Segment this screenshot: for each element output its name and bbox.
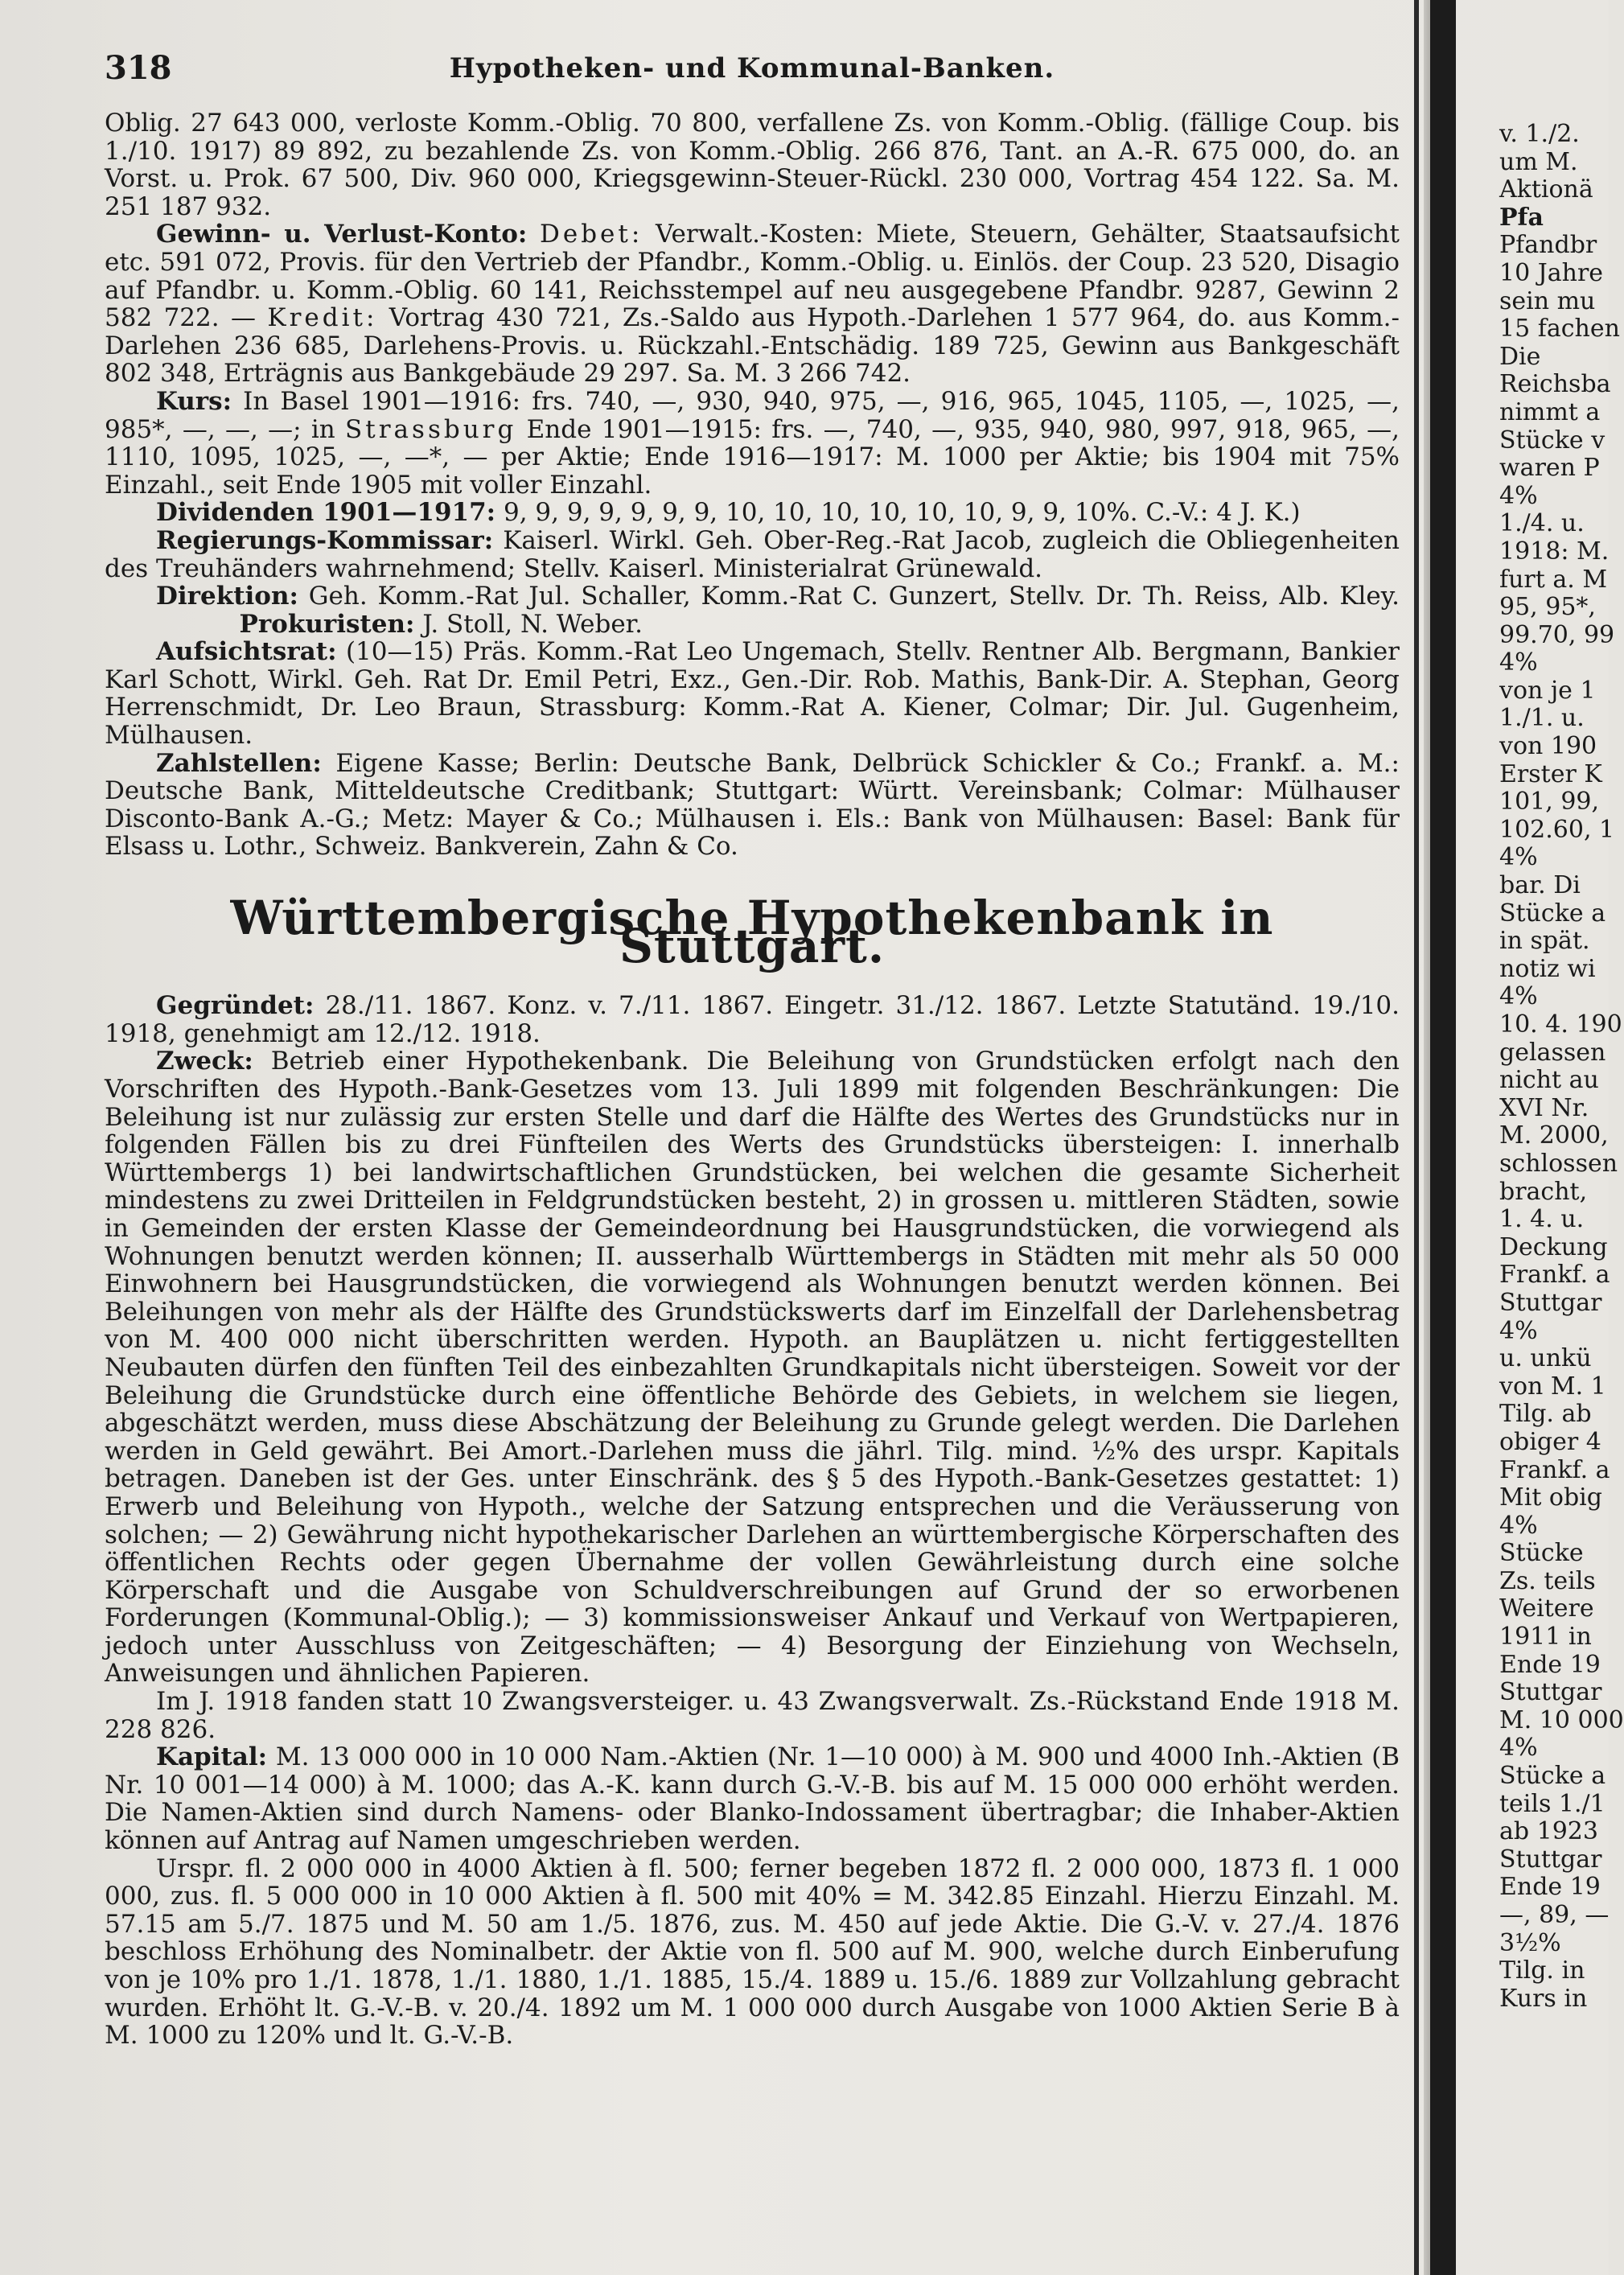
zweck-text: Betrieb einer Hypothekenbank. Die Beleihung von Grundstücken erfolgt nach den Vorschriften des Hypoth.-Bank-Gesetzes vom 13. Juli 1899 mit folgenden Beschränkungen: Die Beleihung ist nur zulässig zur ersten Stelle und darf die Hälfte des Wertes des Grundstücks nur in folgenden Fällen bis zu drei Fünfteilen des Werts des Grundstücks übersteigen: I. innerhalb Württembergs 1) bei landwirtschaftlichen Grundstücken, bei welchen die gesamte Sicherheit mindestens zu zwei Dritteilen in Feldgrundstücken besteht, 2) in grossen u. mittleren Städten, sowie in Gemeinden der ersten Klasse der Gemeindeordnung bei Hausgrundstücken, die vorwiegend als Wohnungen benutzt werden können; II. ausserhalb Württembergs in Städten mit mehr als 50 000 Einwohnern bei Hausgrundstücken, die vorwiegend als Wohnungen benutzt werden können. Bei Beleihungen von mehr als der Hälfte des Grundstückswerts darf im Einzelfall der Darlehensbetrag von M. 400 000 nicht überschritten werden. Hypoth. an Bauplätzen u. nicht fertiggestellten Neubauten dürfen den fünften Teil des einbezahlten Grundkapitals nicht übersteigen. Soweit vor der Beleihung die Grundstücke durch eine öffentliche Behörde des Gebiets, in welchem sie liegen, abgeschätzt werden, muss diese Abschätzung der Beleihung zu Grunde gelegt werden. Die Darlehen werden in Geld gewährt. Bei Amort.-Darlehen muss die jährl. Tilg. mind. ½% des urspr. Kapitals betragen. Daneben ist der Ges. unter Einschränk. des § 5 des Hypoth.-Bank-Gesetzes gestattet: 1) Erwerb und Beleihung von Hypoth., welche der Satzung entsprechen und die Veräusserung von solchen; — 2) Gewährung nicht hypothekarischer Darlehen an württembergische Körperschaften des öffentlichen Rechts oder gegen Übernahme der vollen Gewährleistung durch eine solche Körperschaft und die Ausgabe von Schuldverschreibungen auf Grund der so erworbenen Forderungen (Kommunal-Oblig.); — 3) kommissionsweiser Ankauf und Verkauf von Wertpapieren, jedoch unter Ausschluss von Zeitgeschäften; — 4) Besorgung der Einziehung von Wechseln, Anweisungen und ähnlichen Papieren. xyxy=(105,1047,1400,1689)
facing-page-line: Ende 19 xyxy=(1499,1873,1601,1902)
facing-page-fragment xyxy=(1499,120,1624,2013)
zweck-paragraph xyxy=(105,1047,1400,1688)
urspr-text: Urspr. fl. 2 000 000 in 4000 Aktien à fl. 500; ferner begeben 1872 fl. 2 000 000, 1873 fl. 1 000 000, zus. fl. 5 000 000 in 10 000 Aktien à fl. 500 mit 40% = M. 342.85 Einzahl. Hierzu Einzahl. M. 57.15 am 5./7. 1875 und M. 50 am 1./5. 1876, zus. M. 450 auf jede Aktie. Die G.-V. v. 27./4. 1876 beschloss Erhöhung des Nominalbetr. der Aktie von fl. 500 auf M. 900, welche durch Einberufung von je 10% pro 1./1. 1878, 1./1. 1880, 1./1. 1885, 15./4. 1889 u. 15./6. 1889 zur Vollzahlung gebracht wurden. Erhöht lt. G.-V.-B. v. 20./4. 1892 um M. 1 000 000 durch Ausgabe von 1000 Aktien Serie B à M. 1000 zu 120% und lt. G.-V.-B. xyxy=(105,1853,1400,2051)
facing-page-line: Stuttgar xyxy=(1499,1845,1602,1874)
facing-page-line: u. unkü xyxy=(1499,1344,1592,1373)
facing-page-line: 15 fachen xyxy=(1499,315,1620,344)
facing-page-line: 102.60, 1 xyxy=(1499,815,1615,844)
aufsichtsrat-label: Aufsichtsrat: xyxy=(156,637,337,667)
kapital-text: M. 13 000 000 in 10 000 Nam.-Aktien (Nr. 1—10 000) à M. 900 und 4000 Inh.-Aktien (B Nr. 10 001—14 000) à M. 1000; das A.-K. kann durch G.-V.-B. bis auf M. 15 000 000 erhöht werden. Die Namen-Aktien sind durch Namens- oder Blanko-Indossament übertragbar; die Inhaber-Aktien können auf Antrag auf Namen umgeschrieben werden. xyxy=(105,1742,1400,1856)
facing-page-line: M. 10 000 xyxy=(1499,1705,1624,1734)
facing-page-line: Kurs in xyxy=(1499,1984,1588,2013)
facing-page-line: 1./1. u. xyxy=(1499,704,1585,733)
prokuristen-label: Prokuristen: xyxy=(239,609,415,639)
facing-page-line: 1911 in xyxy=(1499,1623,1592,1652)
zahlstellen-label: Zahlstellen: xyxy=(156,748,322,778)
facing-page-line: 99.70, 99 xyxy=(1499,620,1615,649)
direktion-label: Direktion: xyxy=(156,582,298,611)
aufsichtsrat-paragraph xyxy=(105,638,1400,749)
facing-page-line: obiger 4 xyxy=(1499,1427,1601,1456)
zahlstellen-text: Eigene Kasse; Berlin: Deutsche Bank, Delbrück Schickler & Co.; Frankf. a. M.: Deutsche Bank, Mitteldeutsche Creditbank; Stuttgart: Württ. Vereinsbank; Colmar: Mülhauser Disconto-Bank A.-G.; Metz: Mayer & Co.; Mülhausen i. Els.: Bank von Mülhausen: Basel: Bank für Elsass u. Lothr., Schweiz. Bankverein, Zahn & Co. xyxy=(105,748,1400,862)
oblig-paragraph xyxy=(105,109,1400,220)
facing-page-line: Deckung xyxy=(1499,1232,1608,1261)
regierungs-kommissar-label: Regierungs-Kommissar: xyxy=(156,525,494,555)
dividenden-label: Dividenden 1901—1917: xyxy=(156,498,496,528)
facing-page-line: Frankf. a xyxy=(1499,1261,1610,1290)
kurs-text-basel: In Basel 1901—1916: frs. 740, —, 930, 940, 975, —, 916, 965, 1045, 1105, —, 1025, —, 985*, —, —, —; in xyxy=(105,386,1400,444)
facing-page-line: Tilg. ab xyxy=(1499,1400,1592,1429)
facing-page-line: 4% xyxy=(1499,481,1538,510)
facing-page-line: 10 Jahre xyxy=(1499,258,1604,287)
facing-page-line: 4% xyxy=(1499,1734,1538,1763)
facing-page-line: von 190 xyxy=(1499,732,1597,761)
facing-page-line: 1918: M. xyxy=(1499,537,1610,566)
page-number: 318 xyxy=(105,49,172,87)
facing-page-line: teils 1./1 xyxy=(1499,1789,1605,1818)
facing-page-line: —, 89, — xyxy=(1499,1901,1610,1929)
guv-text-kredit: Vortrag 430 721, Zs.-Saldo aus Hypoth.-Darlehen 1 577 964, do. aus Komm.-Darlehen 236 685, Darlehens-Provis. u. Rückzahl.-Entschädig. 189 725, Gewinn aus Bankgeschäft 802 348, Erträgnis aus Bankgebäude 29 297. Sa. M. 3 266 742. xyxy=(105,303,1400,389)
facing-page-line: 3½% xyxy=(1499,1928,1561,1957)
facing-page-line: 95, 95*, xyxy=(1499,593,1596,622)
kapital-paragraph xyxy=(105,1743,1400,1854)
facing-page-line: schlossen xyxy=(1499,1149,1618,1178)
facing-page-line: Die xyxy=(1499,342,1541,371)
facing-page-line: 4% xyxy=(1499,1511,1538,1540)
facing-page-line: in spät. xyxy=(1499,927,1590,956)
prokuristen-text: J. Stoll, N. Weber. xyxy=(422,609,643,639)
facing-page-line: nimmt a xyxy=(1499,397,1601,426)
gegruendet-text: 28./11. 1867. Konz. v. 7./11. 1867. Eingetr. 31./12. 1867. Letzte Statutänd. 19./10. 1918, genehmigt am 12./12. 1918. xyxy=(105,991,1400,1048)
facing-page-line: Ende 19 xyxy=(1499,1650,1601,1679)
dividenden-text: 9, 9, 9, 9, 9, 9, 9, 10, 10, 10, 10, 10, 10, 9, 9, 10%. C.-V.: 4 J. K.) xyxy=(503,498,1301,528)
facing-page-line: M. 2000, xyxy=(1499,1121,1609,1150)
gutter-shadow xyxy=(1430,0,1456,2275)
aufsichtsrat-text: (10—15) Präs. Komm.-Rat Leo Ungemach, Stellv. Rentner Alb. Bergmann, Bankier Karl Schott, Wirkl. Geh. Rat Dr. Emil Petri, Exz., Gen.-Dir. Rob. Mathis, Bank-Dir. A. Stephan, Georg Herrenschmidt, Dr. Leo Braun, Strassburg: Komm.-Rat A. Kiener, Colmar; Dir. Jul. Gugenheim, Mülhausen. xyxy=(105,637,1400,751)
facing-page-line: bar. Di xyxy=(1499,871,1581,900)
facing-page-line: sein mu xyxy=(1499,286,1596,315)
facing-page-line: 10. 4. 190 xyxy=(1499,1010,1622,1039)
facing-page-line: Aktionä xyxy=(1499,175,1593,204)
oblig-text: Oblig. 27 643 000, verloste Komm.-Oblig. 70 800, verfallene Zs. von Komm.-Oblig. (fällige Coup. bis 1./10. 1917) 89 892, zu bezahlende Zs. von Komm.-Oblig. 266 876, Tant. an A.-R. 675 000, do. an Vorst. u. Prok. 67 500, Div. 960 000, Kriegsgewinn-Steuer-Rückl. 230 000, Vortrag 454 122. Sa. M. 251 187 932. xyxy=(105,109,1400,221)
kurs-place-strassburg: Strassburg xyxy=(345,414,517,444)
direktion-text: Geh. Komm.-Rat Jul. Schaller, Komm.-Rat C. Gunzert, Stellv. Dr. Th. Reiss, Alb. Kley. xyxy=(308,582,1400,611)
kurs-text-strassburg: Ende 1901—1915: frs. —, 740, —, 935, 940, 980, 997, 918, 965, —, 1110, 1095, 1025, —, —*, — per Aktie; Ende 1916—1917: M. 1000 per Aktie; bis 1904 mit 75% Einzahl., seit Ende 1905 mit voller Einzahl. xyxy=(105,414,1400,500)
gegruendet-label: Gegründet: xyxy=(156,991,315,1021)
facing-page-line: notiz wi xyxy=(1499,954,1596,983)
facing-page-line: v. 1./2. xyxy=(1499,120,1580,148)
facing-page-line: Pfandbr xyxy=(1499,231,1597,260)
main-column xyxy=(105,48,1400,2050)
facing-page-line: 4% xyxy=(1499,982,1538,1011)
guv-kredit-label: Kredit: xyxy=(267,303,378,333)
direktion-paragraph xyxy=(105,582,1400,638)
facing-page-line: Mit obig xyxy=(1499,1483,1602,1512)
facing-page-line: 101, 99, xyxy=(1499,788,1600,817)
regierungs-kommissar-paragraph xyxy=(105,527,1400,582)
facing-page-line: ab 1923 xyxy=(1499,1817,1598,1846)
guv-paragraph xyxy=(105,220,1400,388)
urspr-paragraph xyxy=(105,1855,1400,2050)
facing-page-line: nicht au xyxy=(1499,1066,1599,1095)
facing-page-line: Stücke a xyxy=(1499,1762,1606,1791)
facing-page-line: Reichsba xyxy=(1499,370,1611,399)
facing-page-line: bracht, xyxy=(1499,1177,1588,1206)
facing-page-line: Zs. teils xyxy=(1499,1566,1596,1595)
facing-page-line: XVI Nr. xyxy=(1499,1093,1589,1122)
guv-debet-label: Debet: xyxy=(540,220,643,249)
kapital-label: Kapital: xyxy=(156,1742,268,1772)
facing-page-line: Stücke xyxy=(1499,1539,1584,1568)
facing-page-line: 4% xyxy=(1499,648,1538,677)
facing-page-line: 1. 4. u. xyxy=(1499,1205,1585,1234)
facing-page-line: Stuttgar xyxy=(1499,1678,1602,1707)
gutter-rule xyxy=(1414,0,1419,2275)
running-head-title: Hypotheken- und Kommunal-Banken. xyxy=(449,52,1055,84)
gegruendet-paragraph xyxy=(105,992,1400,1047)
facing-page-line: 4% xyxy=(1499,843,1538,872)
facing-page-line: Stuttgar xyxy=(1499,1288,1602,1317)
facing-page-line: Stücke a xyxy=(1499,899,1606,928)
zahlstellen-paragraph xyxy=(105,750,1400,861)
facing-page-line: um M. xyxy=(1499,147,1578,176)
guv-label: Gewinn- u. Verlust-Konto: xyxy=(156,220,528,249)
facing-page-line: Frankf. a xyxy=(1499,1455,1610,1484)
facing-page-line: von je 1 xyxy=(1499,676,1596,705)
kurs-label: Kurs: xyxy=(156,386,232,416)
zwangsversteigerung-paragraph xyxy=(105,1688,1400,1743)
dividenden-paragraph xyxy=(105,499,1400,527)
facing-page-line: gelassen xyxy=(1499,1038,1606,1067)
facing-page-line: Pfa xyxy=(1499,203,1544,232)
facing-page-line: Weitere xyxy=(1499,1594,1594,1623)
zwangsversteigerung-text: Im J. 1918 fanden statt 10 Zwangsversteiger. u. 43 Zwangsverwalt. Zs.-Rückstand Ende 1918 M. 228 826. xyxy=(105,1687,1400,1744)
guv-text-debet: Verwalt.-Kosten: Miete, Steuern, Gehälter, Staatsaufsicht etc. 591 072, Provis. für den Vertrieb der Pfandbr., Komm.-Oblig. u. Einlös. der Coup. 23 520, Disagio auf Pfandbr. u. Komm.-Oblig. 60 141, Reichsstempel auf neu ausgegebene Pfandbr. 9287, Gewinn 2 582 722. — xyxy=(105,220,1400,333)
running-head xyxy=(105,48,1400,98)
facing-page-line: furt a. M xyxy=(1499,565,1608,594)
facing-page-line: Erster K xyxy=(1499,759,1602,788)
kurs-paragraph xyxy=(105,388,1400,499)
regierungs-kommissar-text: Kaiserl. Wirkl. Geh. Ober-Reg.-Rat Jacob, zugleich die Obliegenheiten des Treuhänders wahrnehmend; Stellv. Kaiserl. Ministerialrat Grünewald. xyxy=(105,525,1400,583)
zweck-label: Zweck: xyxy=(156,1047,253,1076)
facing-page-line: Stücke v xyxy=(1499,426,1605,455)
facing-page-line: 4% xyxy=(1499,1316,1538,1345)
facing-page-line: waren P xyxy=(1499,454,1600,483)
facing-page-line: Tilg. in xyxy=(1499,1956,1585,1985)
facing-page-line: von M. 1 xyxy=(1499,1372,1606,1401)
bank-title: Württembergische Hypothekenbank in Stuttgart. xyxy=(230,891,1274,973)
facing-page-line: 1./4. u. xyxy=(1499,509,1585,538)
